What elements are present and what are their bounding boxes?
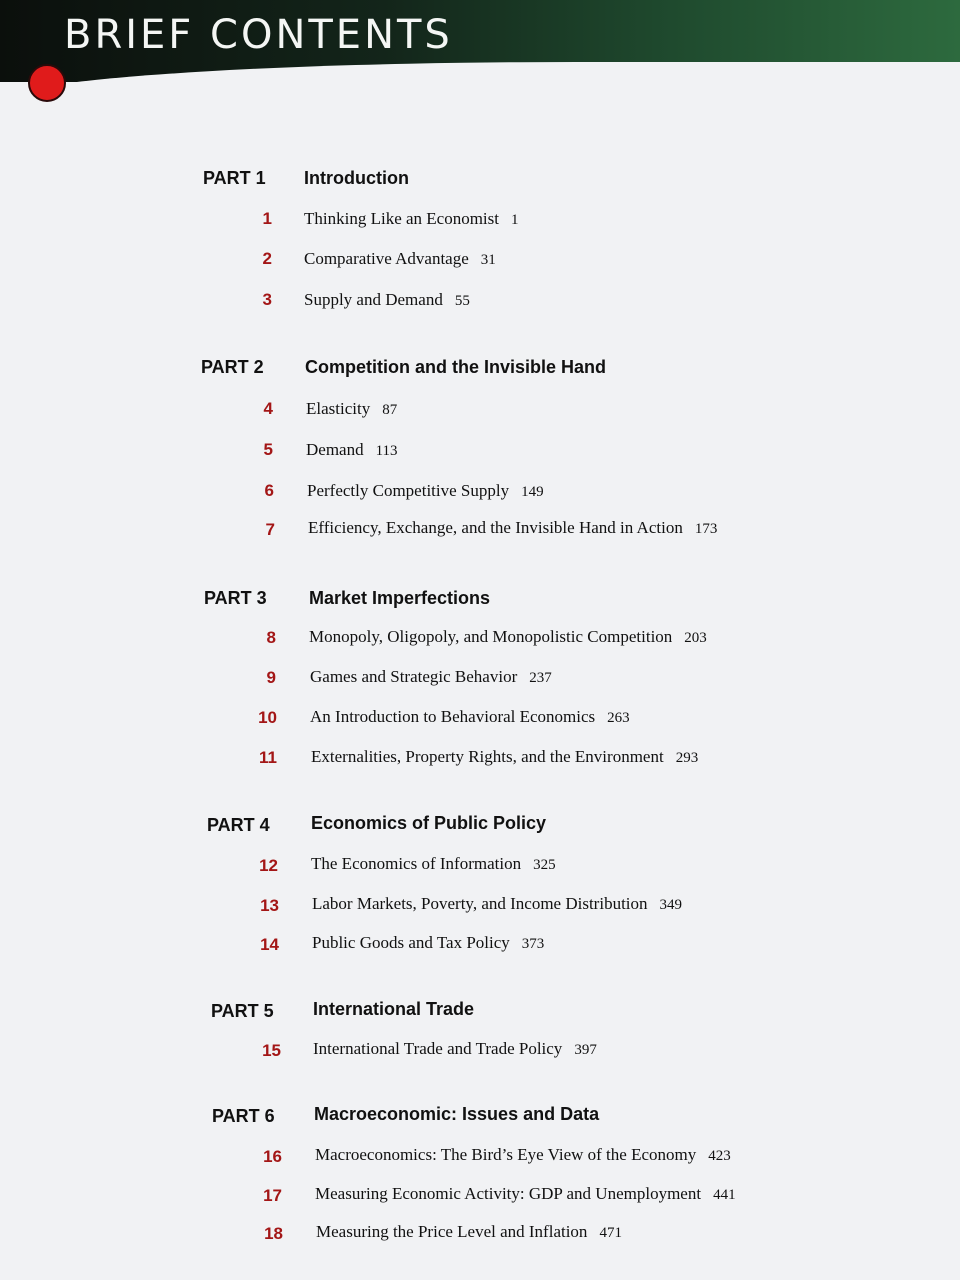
chapter-number: 4 — [263, 399, 273, 418]
part-title: Economics of Public Policy — [311, 813, 547, 833]
chapter-title: Supply and Demand — [304, 290, 443, 309]
chapter-number: 1 — [262, 209, 272, 228]
chapter-title: Demand — [306, 440, 364, 459]
chapter-number: 17 — [263, 1186, 282, 1205]
chapter-number: 9 — [266, 668, 276, 687]
chapter-page: 113 — [375, 443, 398, 459]
chapter-title: Monopoly, Oligopoly, and Monopolistic Competition — [309, 627, 673, 646]
chapter-page: 423 — [708, 1148, 731, 1164]
chapter-number: 10 — [258, 708, 277, 727]
chapter-entry[interactable] — [310, 667, 552, 687]
chapter-page: 441 — [713, 1187, 736, 1203]
chapter-entry[interactable] — [313, 1039, 597, 1059]
part-label: PART 1 — [203, 168, 266, 188]
chapter-title: Measuring Economic Activity: GDP and Unemployment — [315, 1184, 702, 1203]
chapter-entry[interactable] — [309, 627, 707, 647]
chapter-number: 8 — [266, 628, 276, 647]
chapter-number: 11 — [259, 748, 277, 767]
chapter-title: Perfectly Competitive Supply — [307, 481, 510, 500]
chapter-entry[interactable] — [311, 747, 698, 767]
chapter-number: 18 — [264, 1224, 283, 1243]
part-label: PART 2 — [201, 357, 264, 377]
chapter-page: 31 — [480, 252, 496, 268]
chapter-title: The Economics of Information — [311, 854, 522, 873]
part-title: International Trade — [313, 999, 475, 1019]
page-title: BRIEF CONTENTS — [64, 12, 453, 58]
chapter-entry[interactable] — [310, 707, 630, 727]
chapter-entry[interactable] — [308, 518, 717, 538]
chapter-page: 373 — [521, 936, 545, 952]
chapter-page: 149 — [521, 484, 544, 500]
chapter-page: 173 — [694, 521, 718, 537]
chapter-title: An Introduction to Behavioral Economics — [310, 707, 596, 726]
chapter-page: 349 — [659, 897, 683, 913]
chapter-entry[interactable] — [312, 933, 544, 953]
chapter-page: 237 — [529, 670, 552, 686]
chapter-entry[interactable] — [315, 1184, 736, 1204]
chapter-page: 325 — [533, 857, 556, 873]
chapter-title: Externalities, Property Rights, and the Environment — [311, 747, 664, 766]
chapter-title: Games and Strategic Behavior — [310, 667, 518, 686]
chapter-title: Public Goods and Tax Policy — [312, 933, 510, 952]
part-title: Competition and the Invisible Hand — [305, 357, 607, 377]
part-label: PART 6 — [212, 1106, 275, 1126]
red-dot-icon — [28, 64, 66, 102]
chapter-title: Measuring the Price Level and Inflation — [316, 1222, 588, 1241]
part-label: PART 3 — [204, 588, 267, 608]
chapter-number: 2 — [262, 249, 272, 268]
chapter-entry[interactable] — [316, 1222, 622, 1242]
chapter-page: 263 — [607, 710, 630, 726]
chapter-page: 203 — [684, 630, 707, 646]
chapter-page: 1 — [511, 212, 519, 228]
chapter-entry[interactable] — [304, 249, 496, 269]
chapter-title: Macroeconomics: The Bird’s Eye View of the Economy — [315, 1145, 697, 1164]
chapter-number: 6 — [264, 481, 274, 500]
chapter-title: Efficiency, Exchange, and the Invisible Hand in Action — [308, 518, 683, 537]
chapter-page: 87 — [382, 402, 398, 418]
chapter-entry[interactable] — [307, 481, 544, 501]
chapter-entry[interactable] — [311, 854, 556, 874]
chapter-title: Elasticity — [306, 399, 371, 418]
chapter-number: 13 — [260, 896, 279, 915]
chapter-page: 55 — [454, 293, 470, 309]
chapter-entry[interactable] — [306, 399, 397, 419]
part-title: Macroeconomic: Issues and Data — [314, 1104, 600, 1124]
part-label: PART 4 — [207, 815, 270, 835]
part-title: Market Imperfections — [309, 588, 491, 608]
chapter-page: 293 — [675, 750, 699, 766]
chapter-number: 14 — [260, 935, 279, 954]
part-label: PART 5 — [211, 1001, 274, 1021]
chapter-title: Labor Markets, Poverty, and Income Distribution — [312, 894, 648, 913]
chapter-entry[interactable] — [312, 894, 682, 914]
chapter-number: 3 — [262, 290, 272, 309]
chapter-page: 397 — [574, 1042, 597, 1058]
chapter-page: 471 — [599, 1225, 622, 1241]
chapter-entry[interactable] — [304, 290, 470, 310]
chapter-title: International Trade and Trade Policy — [313, 1039, 563, 1058]
chapter-number: 16 — [263, 1147, 282, 1166]
chapter-number: 15 — [262, 1041, 281, 1060]
chapter-number: 12 — [259, 856, 278, 875]
chapter-number: 7 — [265, 520, 275, 539]
chapter-entry[interactable] — [304, 209, 519, 229]
chapter-title: Thinking Like an Economist — [304, 209, 499, 228]
chapter-number: 5 — [263, 440, 273, 459]
chapter-entry[interactable] — [306, 440, 398, 460]
chapter-title: Comparative Advantage — [304, 249, 469, 268]
part-title: Introduction — [304, 168, 409, 188]
chapter-entry[interactable] — [315, 1145, 731, 1165]
